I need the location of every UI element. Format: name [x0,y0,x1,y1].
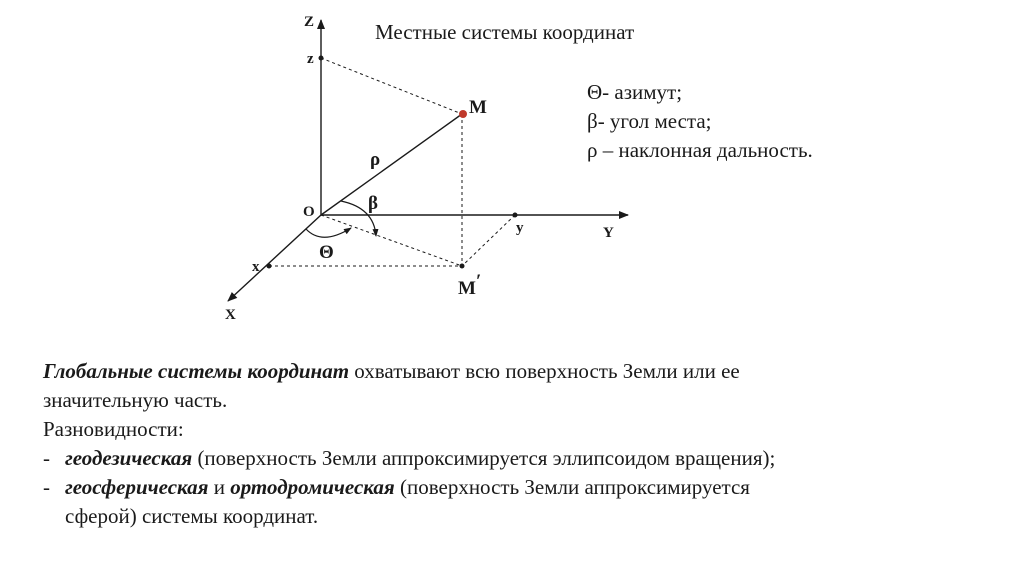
legend-text: – наклонная дальность. [597,138,813,162]
coord-y-label: y [516,220,524,236]
dashed-y-to-mproj [462,215,515,266]
point-m-label: M [469,97,487,118]
legend-item-azimuth [587,78,813,107]
prime-mark: ′ [476,271,482,292]
point-x [267,264,272,269]
dashed-o-to-mproj [321,215,462,266]
legend-symbol: β [587,109,598,133]
list-item-geodetic [43,444,1003,473]
legend-symbol: Θ [587,80,603,104]
legend-text: - угол места; [597,109,712,133]
legend-item-elevation [587,107,813,136]
axis-x-label: X [225,307,236,323]
paragraph-text: охватывают всю поверхность Земли или ее [349,359,740,383]
theta-label: Θ [319,242,334,263]
legend [587,78,813,165]
coord-z-label: z [307,51,314,67]
orthodromic-term: ортодромическая [230,475,395,499]
varieties-label: Разновидности: [43,417,184,441]
list-dash: - [43,475,50,499]
geospheric-term: геосферическая [65,475,209,499]
list-item-text: (поверхность Земли аппроксимируется [394,475,750,499]
origin-label: O [303,204,315,220]
axis-y-label: Y [603,225,614,241]
legend-symbol: ρ [587,138,598,162]
list-dash: - [43,446,50,470]
legend-text: - азимут; [602,80,683,104]
x-axis [228,215,321,301]
global-systems-text [43,357,1003,531]
list-item-and: и [208,475,231,499]
slide-title: Местные системы координат [375,20,635,44]
point-m [459,110,467,118]
coord-x-label: x [252,259,260,275]
axis-z-label: Z [304,14,315,30]
point-m-proj-label: M [458,278,476,299]
geodetic-term: геодезическая [65,446,193,470]
paragraph-line-1 [43,357,1003,386]
point-y [513,213,518,218]
list-item-text: (поверхность Земли аппроксимируется эллипсоидом вращения); [192,446,776,470]
theta-arc [306,228,351,237]
point-m-proj [460,264,465,269]
list-item-geospheric [43,473,1003,502]
legend-item-range [587,136,813,165]
list-item-geospheric-cont: сферой) системы координат. [65,504,319,528]
point-z [319,56,324,61]
beta-label: β [368,193,379,214]
paragraph-line-2: значительную часть. [43,388,228,412]
rho-vector [321,114,462,215]
dashed-z-to-m [321,58,462,114]
global-systems-term: Глобальные системы координат [43,359,350,383]
rho-label: ρ [370,149,381,170]
